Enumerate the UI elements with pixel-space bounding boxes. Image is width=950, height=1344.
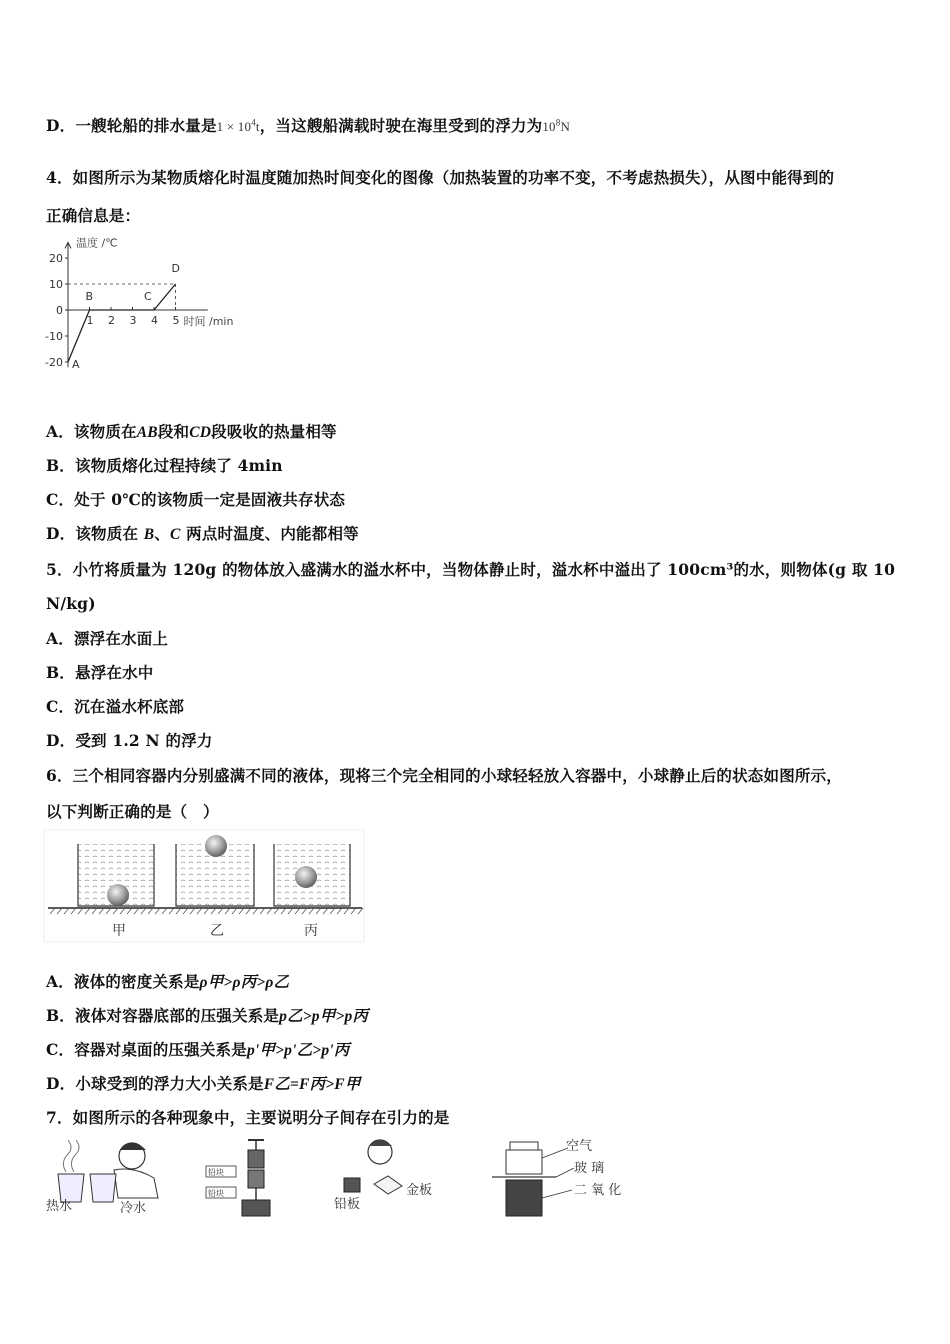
weight-icon	[242, 1200, 270, 1216]
y-tick-label: -10	[45, 330, 63, 343]
x-tick-label: 4	[151, 314, 158, 327]
q6-option-c: C．容器对桌面的压强关系是p'甲>p'乙>p'丙	[46, 1040, 350, 1059]
q6-stem-line2: 以下判断正确的是（ ）	[46, 802, 219, 821]
cold-water-cup-icon	[90, 1174, 116, 1202]
melting-temperature-chart	[40, 232, 300, 382]
q5-option-b: B．悬浮在水中	[46, 663, 154, 682]
q3-option-d: D．一艘轮船的排水量是$1 \times 10^4t$，当这艘船满载时驶在海里受到的浮力为$10^8N$	[46, 116, 571, 135]
lead-gold-plates-figure	[334, 1140, 432, 1212]
displacement-value: $1 \times 10^4t$	[216, 117, 260, 134]
y-tick-label: 20	[49, 252, 63, 265]
svg-text:空气: 空气	[566, 1139, 593, 1154]
q6-option-a: A．液体的密度关系是ρ甲>ρ丙>ρ乙	[46, 972, 290, 991]
container-bing	[274, 844, 350, 906]
point-label-a: A	[72, 358, 80, 371]
point-label-c: C	[144, 290, 152, 303]
q5-stem-line2: N/kg)	[46, 594, 96, 613]
svg-text:冷水: 冷水	[120, 1201, 147, 1216]
x-tick-label: 1	[86, 314, 94, 327]
x-tick-label: 5	[172, 314, 180, 327]
q4-option-d: D．该物质在 B、C 两点时温度、内能都相等	[46, 524, 359, 543]
label-bing: 丙	[304, 923, 318, 939]
q5-option-a: A．漂浮在水面上	[46, 629, 169, 648]
x-tick-label: 3	[129, 314, 137, 327]
lead-plate-icon	[344, 1178, 360, 1192]
q4-option-a: A．该物质在AB段和CD段吸收的热量相等	[46, 422, 337, 441]
svg-text:铅板: 铅板	[334, 1197, 361, 1212]
co2-jar-icon	[506, 1180, 542, 1216]
ball-bing	[295, 866, 317, 888]
lead-blocks-figure	[206, 1140, 270, 1216]
hot-water-cup-icon	[58, 1174, 84, 1202]
y-tick-label: 0	[56, 304, 63, 317]
three-containers-figure	[44, 830, 364, 942]
q5-option-d: D．受到 1.2 N 的浮力	[46, 731, 213, 750]
x-tick-label: 2	[108, 314, 115, 327]
q6-option-d: D．小球受到的浮力大小关系是F乙=F丙>F甲	[46, 1074, 361, 1093]
svg-text:热水: 热水	[46, 1199, 73, 1214]
q5-option-c: C．沉在溢水杯底部	[46, 697, 185, 716]
temperature-series-line	[68, 284, 176, 362]
q6-stem-line1: 6．三个相同容器内分别盛满不同的液体，现将三个完全相同的小球轻轻放入容器中，小球静止后的状态如图所示，	[46, 766, 842, 785]
gas-diffusion-figure	[492, 1138, 621, 1216]
gold-plate-icon	[374, 1176, 402, 1194]
svg-text:金板: 金板	[406, 1183, 433, 1198]
q5-stem-line1: 5．小竹将质量为 120g 的物体放入盛满水的溢水杯中，当物体静止时，溢水杯中溢出了 100cm³的水，则物体(g 取 10	[46, 560, 896, 579]
buoyancy-value: $10^8N$	[542, 117, 571, 134]
q4-option-b: B．该物质熔化过程持续了 4min	[46, 456, 283, 475]
svg-text:玻 璃: 玻 璃	[574, 1161, 605, 1176]
q4-stem-line2: 正确信息是：	[46, 206, 141, 225]
ball-yi	[205, 835, 227, 857]
svg-text:铅块: 铅块	[208, 1168, 224, 1177]
q4-stem-line1: 4．如图所示为某物质熔化时温度随加热时间变化的图像（加热装置的功率不变，不考虑热损失），从图中能得到的	[46, 168, 835, 187]
lead-block-bottom-icon	[248, 1170, 264, 1188]
lead-block-top-icon	[248, 1150, 264, 1168]
point-label-b: B	[85, 290, 94, 303]
x-axis-label: 时间 /min	[183, 315, 234, 328]
svg-text:铅块: 铅块	[208, 1189, 224, 1198]
container-jia	[78, 844, 154, 906]
y-axis-label: 温度 /℃	[76, 236, 118, 250]
y-tick-label: 10	[49, 278, 63, 291]
q6-option-b: B．液体对容器底部的压强关系是p乙>p甲>p丙	[46, 1006, 369, 1025]
q7-figures	[44, 1136, 644, 1226]
point-label-d: D	[171, 262, 180, 275]
air-jar-icon	[506, 1150, 542, 1174]
diffusion-figure	[46, 1140, 158, 1216]
label-jia: 甲	[112, 923, 126, 939]
container-yi	[176, 835, 254, 906]
q7-stem: 7．如图所示的各种现象中，主要说明分子间存在引力的是	[46, 1108, 450, 1127]
y-tick-label: -20	[45, 356, 63, 369]
ball-jia	[107, 884, 129, 906]
q4-option-c: C．处于 0℃的该物质一定是固液共存状态	[46, 490, 346, 509]
label-yi: 乙	[210, 923, 224, 939]
svg-text:二 氧 化: 二 氧 化	[574, 1183, 622, 1198]
